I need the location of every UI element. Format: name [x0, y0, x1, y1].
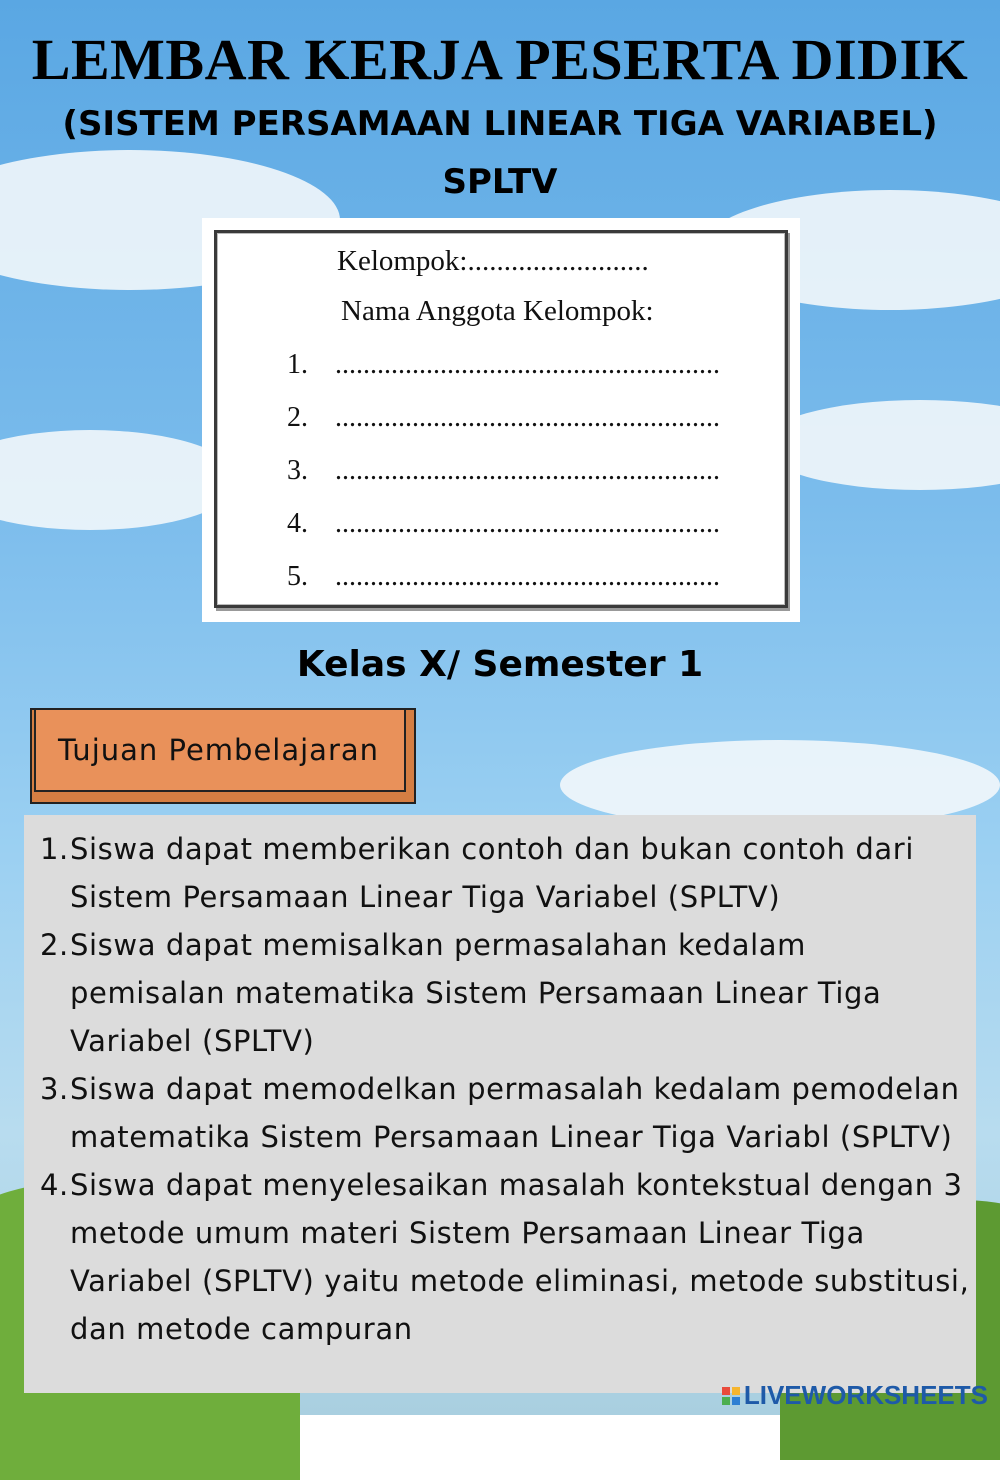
- member-line[interactable]: .......................................................: [335, 561, 720, 592]
- objective-text: Siswa dapat memisalkan permasalahan kedalam pemisalan matematika Sistem Persamaan Linear Tiga Variabel (SPLTV): [70, 928, 882, 1058]
- member-field-5[interactable]: [287, 561, 720, 593]
- member-number: 1.: [287, 349, 308, 380]
- member-line[interactable]: .......................................................: [335, 508, 720, 539]
- class-semester-label: Kelas X/ Semester 1: [296, 644, 704, 685]
- member-line[interactable]: .......................................................: [335, 455, 720, 486]
- page-subtitle: (SISTEM PERSAMAAN LINEAR TIGA VARIABEL): [62, 104, 938, 144]
- member-number: 4.: [287, 508, 308, 539]
- objective-text: Siswa dapat menyelesaikan masalah kontekstual dengan 3 metode umum materi Sistem Persamaan Linear Tiga Variabel (SPLTV) yaitu metode eliminasi, metode substitusi, dan metode campuran: [70, 1168, 970, 1346]
- member-field-2[interactable]: [287, 402, 720, 434]
- objective-number: 3.: [40, 1072, 69, 1106]
- objective-item: [40, 1161, 970, 1353]
- member-field-1[interactable]: [287, 349, 720, 381]
- page-title: LEMBAR KERJA PESERTA DIDIK: [31, 27, 969, 92]
- objectives-list: [40, 825, 970, 1353]
- objective-number: 4.: [40, 1168, 69, 1202]
- group-form-frame: [214, 230, 788, 608]
- kelompok-field[interactable]: Kelompok:.........................: [337, 245, 649, 277]
- group-form-card: [202, 218, 800, 622]
- brand-label: LIVEWORKSHEETS: [743, 1380, 988, 1410]
- member-number: 5.: [287, 561, 308, 592]
- objective-item: [40, 1065, 970, 1161]
- objective-text: Siswa dapat memberikan contoh dan bukan contoh dari Sistem Persamaan Linear Tiga Variabel (SPLTV): [70, 832, 914, 914]
- member-names-heading: Nama Anggota Kelompok:: [341, 295, 654, 327]
- topic-abbreviation: SPLTV: [442, 162, 558, 202]
- liveworksheets-brand[interactable]: [722, 1380, 988, 1411]
- member-number: 3.: [287, 455, 308, 486]
- member-line[interactable]: .......................................................: [335, 402, 720, 433]
- objective-number: 1.: [40, 832, 69, 866]
- objective-item: [40, 921, 970, 1065]
- member-line[interactable]: .......................................................: [335, 349, 720, 380]
- learning-objectives-heading: Tujuan Pembelajaran: [34, 708, 406, 792]
- member-field-3[interactable]: [287, 455, 720, 487]
- member-number: 2.: [287, 402, 308, 433]
- objective-item: [40, 825, 970, 921]
- objective-number: 2.: [40, 928, 69, 962]
- objectives-panel: [24, 815, 976, 1393]
- liveworksheets-logo-icon: [722, 1387, 740, 1405]
- objective-text: Siswa dapat memodelkan permasalah kedalam pemodelan matematika Sistem Persamaan Linear Tiga Variabl (SPLTV): [70, 1072, 960, 1154]
- member-field-4[interactable]: [287, 508, 720, 540]
